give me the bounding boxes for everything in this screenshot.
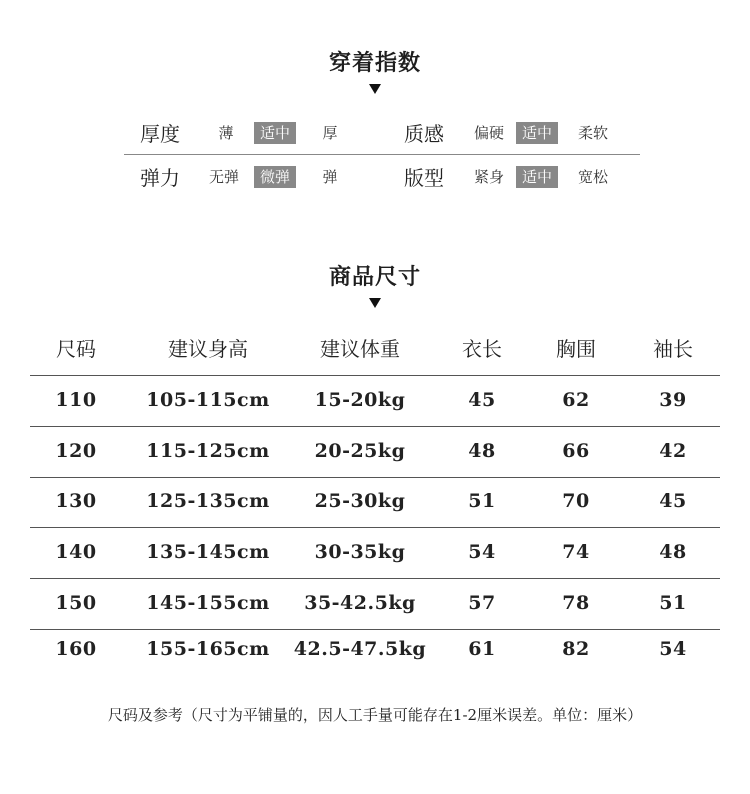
cell-length: 61 [468,638,496,660]
table-divider [30,578,720,579]
cell-sleeve: 39 [659,389,687,411]
wear-label-fit: 版型 [404,166,444,190]
cell-length: 48 [468,440,496,462]
wear-option: 薄 [218,124,234,142]
cell-weight: 42.5-47.5kg [293,638,427,660]
table-row [0,490,750,520]
wear-option-selected: 适中 [516,166,558,188]
cell-size: 160 [55,638,97,660]
cell-length: 54 [468,541,496,563]
cell-size: 150 [55,592,97,614]
wear-option: 弹 [322,168,338,186]
cell-height: 135-145cm [146,541,270,563]
header-chest: 胸围 [556,337,596,361]
wear-option-selected: 微弹 [254,166,296,188]
wear-option: 宽松 [577,168,608,186]
wear-row-2 [0,160,750,190]
cell-size: 120 [55,440,97,462]
wear-option: 紧身 [473,168,504,186]
table-divider [30,629,720,630]
cell-weight: 30-35kg [314,541,406,563]
cell-chest: 74 [562,541,590,563]
table-row [0,541,750,571]
wear-option: 偏硬 [473,124,504,142]
cell-weight: 20-25kg [314,440,406,462]
table-divider [30,375,720,376]
cell-weight: 35-42.5kg [304,592,416,614]
size-title: 商品尺寸 [328,264,421,290]
cell-sleeve: 48 [659,541,687,563]
table-row [0,592,750,622]
wear-option: 厚 [322,124,338,142]
cell-sleeve: 45 [659,490,687,512]
down-triangle-icon [369,84,381,94]
cell-height: 125-135cm [146,490,270,512]
wear-option: 无弹 [208,168,239,186]
cell-weight: 25-30kg [314,490,406,512]
cell-sleeve: 42 [659,440,687,462]
cell-length: 45 [468,389,496,411]
wear-label-texture: 质感 [404,122,444,146]
header-height: 建议身高 [168,337,248,361]
cell-chest: 66 [562,440,590,462]
header-sleeve: 袖长 [653,337,693,361]
header-weight: 建议体重 [320,337,400,361]
cell-size: 130 [55,490,97,512]
cell-height: 105-115cm [146,389,270,411]
cell-chest: 62 [562,389,590,411]
wear-index-title: 穿着指数 [328,50,421,76]
cell-chest: 70 [562,490,590,512]
cell-sleeve: 54 [659,638,687,660]
wear-option: 柔软 [577,124,608,142]
wear-label-thickness: 厚度 [140,122,180,146]
cell-chest: 82 [562,638,590,660]
table-divider [30,426,720,427]
table-divider [30,527,720,528]
table-row [0,389,750,419]
cell-chest: 78 [562,592,590,614]
cell-height: 145-155cm [146,592,270,614]
cell-height: 155-165cm [146,638,270,660]
wear-option-selected: 适中 [516,122,558,144]
down-triangle-icon [369,298,381,308]
wear-label-elasticity: 弹力 [140,166,180,190]
cell-weight: 15-20kg [314,389,406,411]
cell-sleeve: 51 [659,592,687,614]
cell-length: 51 [468,490,496,512]
wear-divider [124,154,640,155]
size-note: 尺码及参考（尺寸为平铺量的，因人工手量可能存在1-2厘米误差。单位：厘米） [107,706,643,724]
header-size: 尺码 [56,337,96,361]
size-table-header [0,333,750,369]
table-divider [30,477,720,478]
table-row [0,440,750,470]
cell-size: 110 [55,389,97,411]
header-length: 衣长 [462,337,502,361]
cell-length: 57 [468,592,496,614]
wear-row-1 [0,116,750,146]
table-row [0,638,750,668]
cell-height: 115-125cm [146,440,270,462]
cell-size: 140 [55,541,97,563]
wear-option-selected: 适中 [254,122,296,144]
